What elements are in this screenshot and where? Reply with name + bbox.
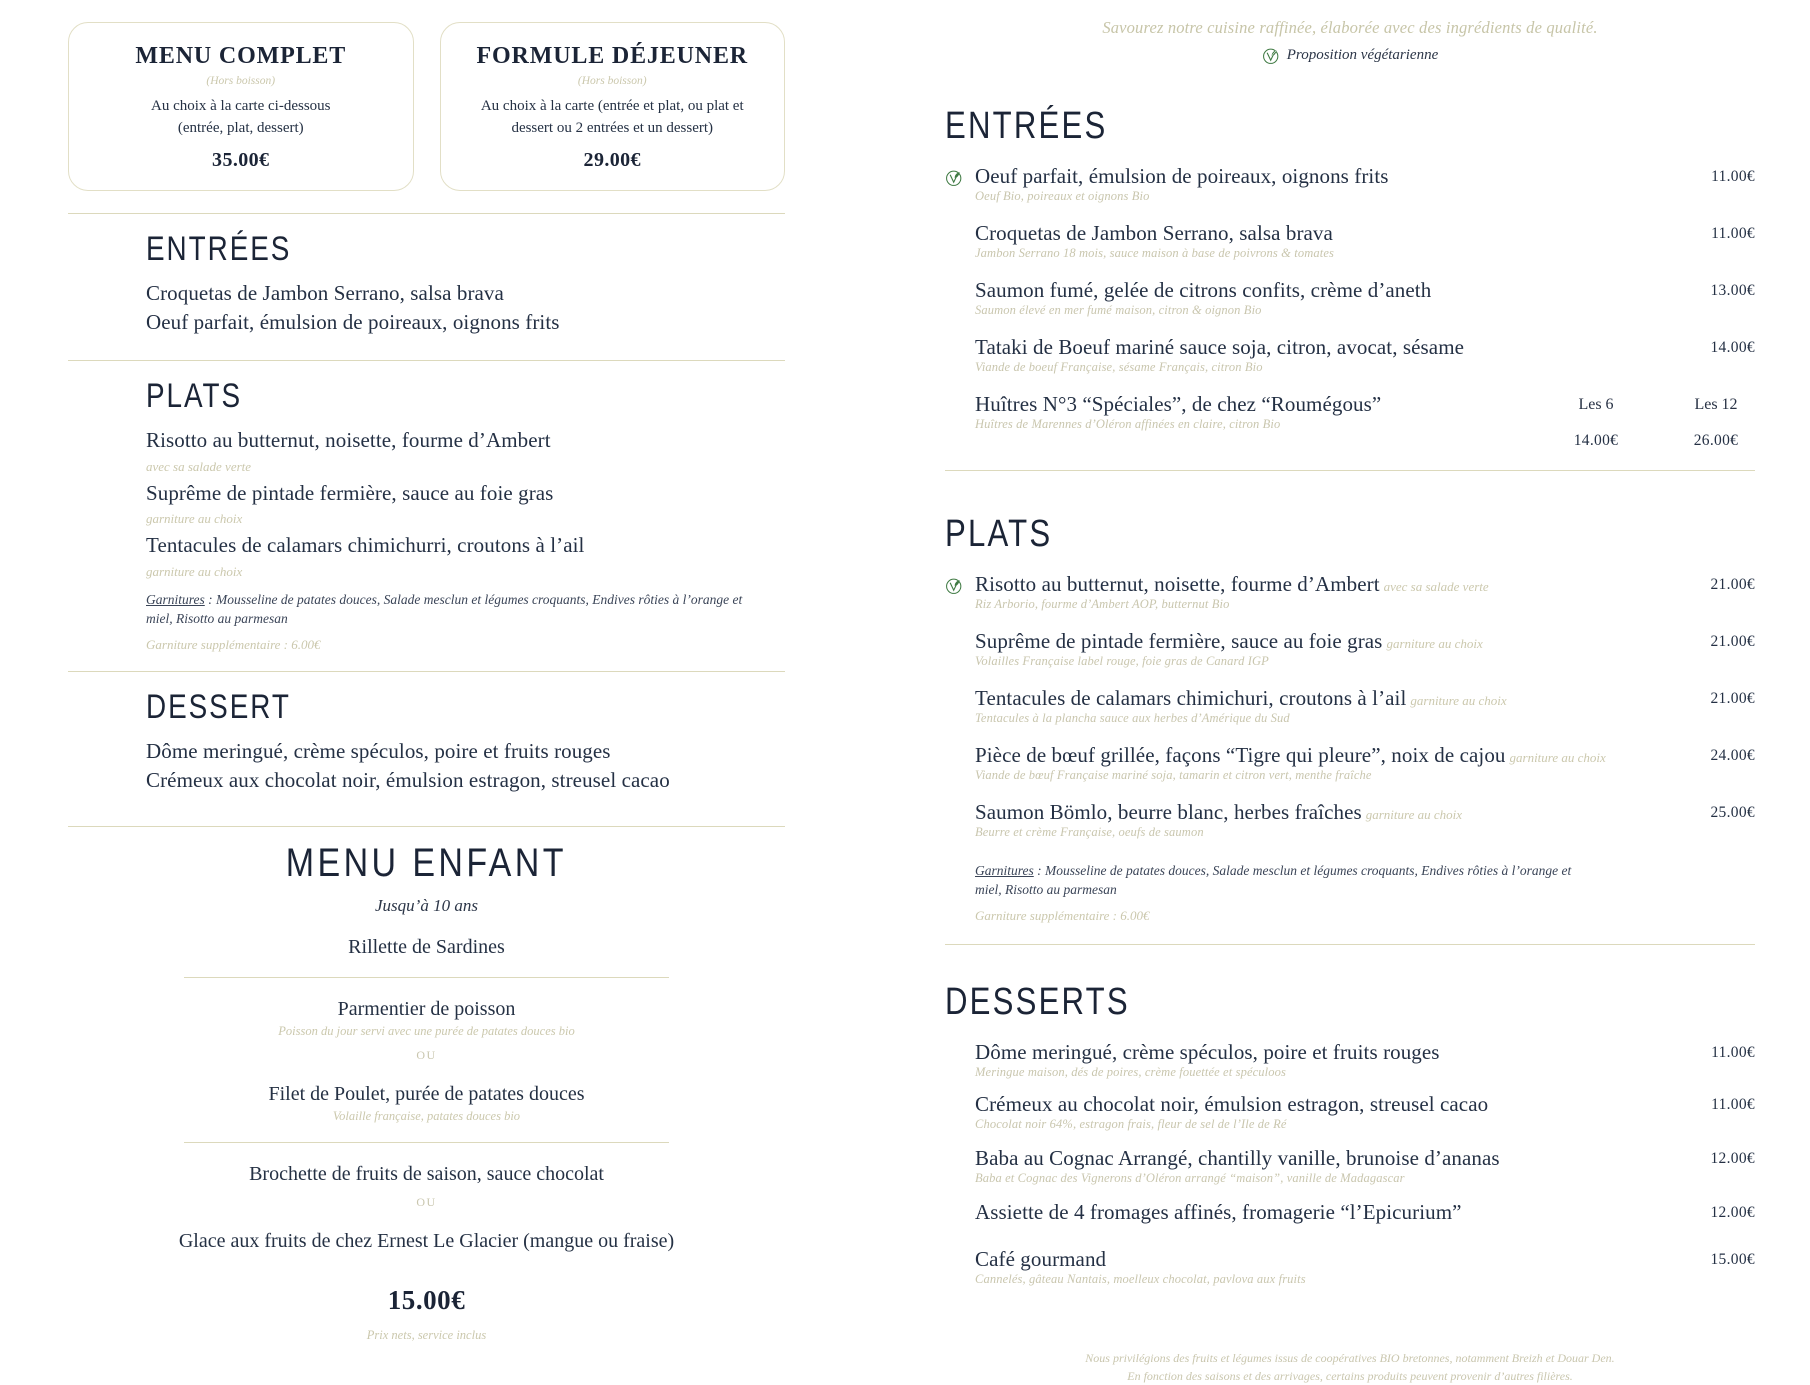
row-marker — [945, 164, 975, 192]
dish-name: Tataki de Boeuf mariné sauce soja, citron, avocat, sésame — [975, 335, 1465, 359]
dish-name: Oeuf parfait, émulsion de poireaux, oignons frits — [975, 164, 1389, 188]
row-body — [975, 686, 1635, 726]
list-item: Crémeux aux chocolat noir, émulsion estragon, streusel cacao — [146, 768, 670, 793]
menu-enfant-main-a-sub: Poisson du jour servi avec une purée de patates douces bio — [278, 1024, 575, 1039]
dish-name: Dôme meringué, crème spéculos, poire et fruits rouges — [975, 1039, 1440, 1064]
divider — [184, 977, 669, 978]
row-body — [975, 278, 1635, 318]
card-desc-line-2: (entrée, plat, dessert) — [177, 119, 304, 136]
section-heading-plats: PLATS — [945, 513, 1053, 555]
dish-hint: garniture au choix — [1386, 636, 1483, 651]
menu-row — [945, 164, 1755, 204]
divider — [68, 213, 785, 214]
dish-sub: Viande de bœuf Française mariné soja, tamarin et citron vert, menthe fraîche — [975, 768, 1372, 782]
row-marker — [945, 392, 975, 396]
dish-price: 11.00€ — [1711, 225, 1755, 242]
menu-enfant-main-b: Filet de Poulet, purée de patates douces — [268, 1083, 585, 1106]
dish-price: 14.00€ — [1710, 339, 1755, 356]
dish-price: 24.00€ — [1710, 747, 1755, 764]
row-price-col-dual — [1525, 392, 1755, 450]
tagline: Savourez notre cuisine raffinée, élaborée avec des ingrédients de qualité. — [1102, 18, 1598, 37]
list-item: Oeuf parfait, émulsion de poireaux, oignons frits — [146, 310, 560, 335]
dish-price: 21.00€ — [1710, 690, 1755, 707]
row-marker — [945, 1247, 975, 1251]
card-desc-line-1: Au choix à la carte (entrée et plat, ou plat et — [480, 98, 744, 114]
price-net-note: Prix nets, service inclus — [366, 1328, 487, 1343]
row-body — [975, 572, 1635, 612]
list-item — [146, 426, 785, 479]
row-marker — [945, 572, 975, 600]
row-body — [975, 335, 1635, 375]
row-marker — [945, 335, 975, 339]
menu-row — [945, 221, 1755, 261]
row-price-col — [1635, 335, 1755, 357]
divider — [68, 671, 785, 672]
garnitures-text: : Mousseline de patates douces, Salade mesclun et légumes croquants, Endives rôties à l’orange et miel, Risotto au parmesan — [975, 863, 1572, 897]
row-price-col — [1635, 629, 1755, 651]
left-dessert-list — [146, 737, 785, 797]
section-heading: ENTRÉES — [146, 229, 292, 268]
dish-name: Tentacules de calamars chimichuri, croutons à l’ail — [975, 686, 1407, 710]
dual-price-value: 14.00€ — [1573, 432, 1619, 449]
dish-hint: garniture au choix — [1509, 750, 1606, 765]
row-price-col — [1635, 164, 1755, 186]
card-desc-line-2: dessert ou 2 entrées et un dessert) — [511, 119, 714, 136]
dish-name: Risotto au butternut, noisette, fourme d’Ambert — [975, 572, 1380, 596]
row-marker — [945, 629, 975, 633]
row-body — [975, 221, 1635, 261]
dish-sub: Chocolat noir 64%, estragon frais, fleur de sel de l’Ile de Ré — [975, 1116, 1287, 1131]
left-plats-list — [146, 426, 785, 584]
list-item — [146, 531, 785, 584]
menu-row — [945, 1040, 1755, 1080]
dish-name: Saumon Bömlo, beurre blanc, herbes fraîches — [975, 800, 1362, 824]
row-price-col — [1635, 743, 1755, 765]
menu-row — [945, 1092, 1755, 1132]
row-price-col — [1635, 278, 1755, 300]
card-title: MENU COMPLET — [135, 43, 347, 69]
vegetarian-leaf-icon — [1262, 46, 1281, 65]
garniture-extra: Garniture supplémentaire : 6.00€ — [975, 907, 1150, 923]
card-description — [83, 96, 399, 140]
vegetarian-legend-label: Proposition végétarienne — [1286, 47, 1439, 63]
dish-sub: Meringue maison, dés de poires, crème fouettée et spéculoos — [975, 1064, 1287, 1079]
dish-hint: garniture au choix — [146, 511, 243, 527]
row-price-col — [1635, 1247, 1755, 1269]
plats-list — [945, 572, 1755, 840]
row-marker — [945, 221, 975, 225]
menu-enfant-age: Jusqu’à 10 ans — [375, 896, 478, 916]
menu-row — [945, 686, 1755, 726]
dish-sub: Volailles Française label rouge, foie gras de Canard IGP — [975, 654, 1269, 668]
dish-sub: Huîtres de Marennes d’Oléron affinées en claire, citron Bio — [975, 417, 1281, 431]
row-marker — [945, 1092, 975, 1096]
divider — [945, 944, 1755, 945]
menu-row — [945, 572, 1755, 612]
row-body — [975, 743, 1635, 783]
dish-name: Baba au Cognac Arrangé, chantilly vanille, brunoise d’ananas — [975, 1145, 1500, 1170]
row-body — [975, 629, 1635, 669]
card-price: 35.00€ — [212, 148, 270, 171]
divider — [68, 360, 785, 361]
dual-price-cell-6 — [1557, 396, 1635, 450]
garnitures-note — [975, 862, 1575, 900]
garniture-extra: Garniture supplémentaire : 6.00€ — [146, 636, 321, 652]
dual-price-cell-12 — [1677, 396, 1755, 450]
dish-hint: avec sa salade verte — [1383, 579, 1489, 594]
dish-hint: avec sa salade verte — [146, 458, 252, 474]
menu-enfant — [68, 827, 785, 1343]
menu-enfant-starter: Rillette de Sardines — [348, 936, 505, 959]
dish-name: Saumon fumé, gelée de citrons confits, crème d’aneth — [975, 278, 1432, 302]
menu-row — [945, 743, 1755, 783]
dish-name: Pièce de bœuf grillée, façons “Tigre qui pleure”, noix de cajou — [975, 743, 1506, 767]
dish-price: 12.00€ — [1710, 1149, 1755, 1167]
row-marker — [945, 1146, 975, 1150]
card-note: (Hors boisson) — [577, 75, 647, 87]
formula-card-formule-dejeuner — [440, 22, 786, 191]
dish-price: 11.00€ — [1711, 168, 1755, 185]
entrees-list — [945, 164, 1755, 450]
dish-name: Suprême de pintade fermière, sauce au foie gras — [146, 480, 554, 505]
formula-card-menu-complet — [68, 22, 414, 191]
dish-name: Croquetas de Jambon Serrano, salsa brava — [975, 221, 1333, 245]
dual-price-table — [1525, 396, 1755, 450]
section-heading: DESSERT — [146, 687, 291, 726]
row-price-col — [1635, 1092, 1755, 1114]
left-section-dessert — [68, 688, 785, 797]
section-heading-desserts: DESSERTS — [945, 980, 1130, 1023]
dish-name: Assiette de 4 fromages affinés, fromagerie “l’Epicurium” — [975, 1199, 1462, 1224]
menu-row — [945, 800, 1755, 840]
menu-row — [945, 278, 1755, 318]
section-heading-entrees: ENTRÉES — [945, 105, 1108, 147]
list-item: Dôme meringué, crème spéculos, poire et fruits rouges — [146, 738, 611, 763]
dish-sub: Tentacules à la plancha sauce aux herbes d’Amérique du Sud — [975, 711, 1290, 725]
dish-name: Risotto au butternut, noisette, fourme d’Ambert — [146, 428, 551, 453]
dish-name: Tentacules de calamars chimichurri, croutons à l’ail — [146, 533, 585, 558]
dish-price: 21.00€ — [1710, 576, 1755, 593]
garnitures-note — [146, 591, 746, 629]
row-price-col — [1635, 221, 1755, 243]
row-body — [975, 1040, 1635, 1080]
row-price-col — [1635, 1040, 1755, 1062]
menu-enfant-price: 15.00€ — [387, 1285, 466, 1316]
card-desc-line-1: Au choix à la carte ci-dessous — [150, 98, 331, 114]
dish-sub: Jambon Serrano 18 mois, sauce maison à base de poivrons & tomates — [975, 246, 1335, 260]
divider — [184, 1142, 669, 1143]
dish-sub: Viande de boeuf Française, sésame Français, citron Bio — [975, 360, 1263, 374]
row-body — [975, 1092, 1635, 1132]
card-price: 29.00€ — [583, 148, 641, 171]
garnitures-label: Garnitures — [146, 591, 205, 607]
menu-enfant-or-1: OU — [416, 1048, 437, 1063]
dish-name: Huîtres N°3 “Spéciales”, de chez “Roumégous” — [975, 392, 1382, 416]
row-body — [975, 1146, 1635, 1186]
menu-enfant-main-a: Parmentier de poisson — [337, 998, 516, 1021]
left-section-plats — [68, 377, 785, 652]
row-marker — [945, 743, 975, 747]
left-column — [0, 0, 845, 1343]
dish-price: 12.00€ — [1710, 1203, 1755, 1221]
menu-row-oysters — [945, 392, 1755, 450]
row-body — [975, 1247, 1635, 1287]
menu-row — [945, 1200, 1755, 1225]
row-marker — [945, 1200, 975, 1204]
vegetarian-leaf-icon — [945, 576, 964, 595]
row-body — [975, 392, 1525, 432]
desserts-list — [945, 1040, 1755, 1287]
plats-garnitures-block — [945, 862, 1755, 924]
row-price-col — [1635, 1146, 1755, 1168]
menu-enfant-or-2: OU — [416, 1195, 437, 1210]
left-section-entrees — [68, 230, 785, 339]
row-price-col — [1635, 800, 1755, 822]
row-price-col — [1635, 572, 1755, 594]
row-marker — [945, 686, 975, 690]
menu-row — [945, 629, 1755, 669]
dish-hint: garniture au choix — [146, 564, 243, 579]
garnitures-text: : Mousseline de patates douces, Salade mesclun et légumes croquants, Endives rôties à l’orange et miel, Risotto au parmesan — [146, 591, 743, 626]
formula-cards — [68, 22, 785, 191]
sourcing-footnote — [945, 1349, 1755, 1385]
dish-sub: Saumon élevé en mer fumé maison, citron & oignon Bio — [975, 303, 1262, 317]
dish-sub: Baba et Cognac des Vignerons d’Oléron arrangé “maison”, vanille de Madagascar — [975, 1170, 1405, 1185]
card-description — [455, 96, 771, 140]
dish-price: 21.00€ — [1710, 633, 1755, 650]
list-item: Croquetas de Jambon Serrano, salsa brava — [146, 280, 504, 305]
row-price-col — [1635, 1200, 1755, 1222]
row-body — [975, 164, 1635, 204]
vegetarian-legend — [945, 46, 1755, 65]
dual-price-value: 26.00€ — [1693, 432, 1739, 449]
card-note: (Hors boisson) — [206, 75, 276, 87]
dish-name: Crémeux au chocolat noir, émulsion estragon, streusel cacao — [975, 1091, 1489, 1116]
dual-price-label: Les 12 — [1694, 396, 1738, 413]
dish-hint: garniture au choix — [1410, 693, 1507, 708]
section-heading: PLATS — [146, 377, 243, 416]
row-marker — [945, 1040, 975, 1044]
dish-sub: Riz Arborio, fourme d’Ambert AOP, butternut Bio — [975, 597, 1230, 611]
menu-row — [945, 1146, 1755, 1186]
row-body — [975, 800, 1635, 840]
menu-enfant-dessert-a: Brochette de fruits de saison, sauce chocolat — [249, 1163, 604, 1186]
dual-price-label: Les 6 — [1578, 396, 1614, 413]
divider — [945, 470, 1755, 471]
row-body — [975, 1200, 1635, 1225]
dish-price: 13.00€ — [1710, 282, 1755, 299]
menu-row — [945, 335, 1755, 375]
list-item — [146, 479, 785, 532]
dish-name: Café gourmand — [975, 1246, 1107, 1271]
dish-price: 25.00€ — [1710, 804, 1755, 821]
garnitures-label: Garnitures — [975, 863, 1034, 878]
menu-enfant-dessert-b: Glace aux fruits de chez Ernest Le Glacier (mangue ou fraise) — [178, 1230, 675, 1253]
dish-price: 11.00€ — [1711, 1043, 1755, 1061]
dish-hint: garniture au choix — [1365, 807, 1463, 822]
row-marker — [945, 278, 975, 282]
footnote-line-2: En fonction des saisons et des arrivages, certains produits peuvent provenir d’autres filières. — [1127, 1368, 1573, 1383]
right-column — [845, 0, 1810, 1383]
row-price-col — [1635, 686, 1755, 708]
card-title: FORMULE DÉJEUNER — [476, 43, 748, 69]
menu-row — [945, 1247, 1755, 1287]
dish-sub: Beurre et crème Française, oeufs de saumon — [975, 825, 1204, 839]
dish-name: Suprême de pintade fermière, sauce au foie gras — [975, 629, 1383, 653]
dish-sub: Oeuf Bio, poireaux et oignons Bio — [975, 189, 1150, 203]
dish-price: 15.00€ — [1710, 1250, 1755, 1268]
menu-enfant-title: MENU ENFANT — [285, 841, 568, 886]
footnote-line-1: Nous privilégions des fruits et légumes issus de coopératives BIO bretonnes, notamment Breizh et Douar Den. — [1085, 1350, 1615, 1365]
vegetarian-leaf-icon — [945, 168, 964, 187]
row-marker — [945, 800, 975, 804]
dish-price: 11.00€ — [1711, 1095, 1755, 1113]
menu-enfant-main-b-sub: Volaille française, patates douces bio — [332, 1109, 521, 1124]
dish-sub: Cannelés, gâteau Nantais, moelleux chocolat, pavlova aux fruits — [975, 1271, 1306, 1286]
left-entrees-list — [146, 279, 785, 339]
